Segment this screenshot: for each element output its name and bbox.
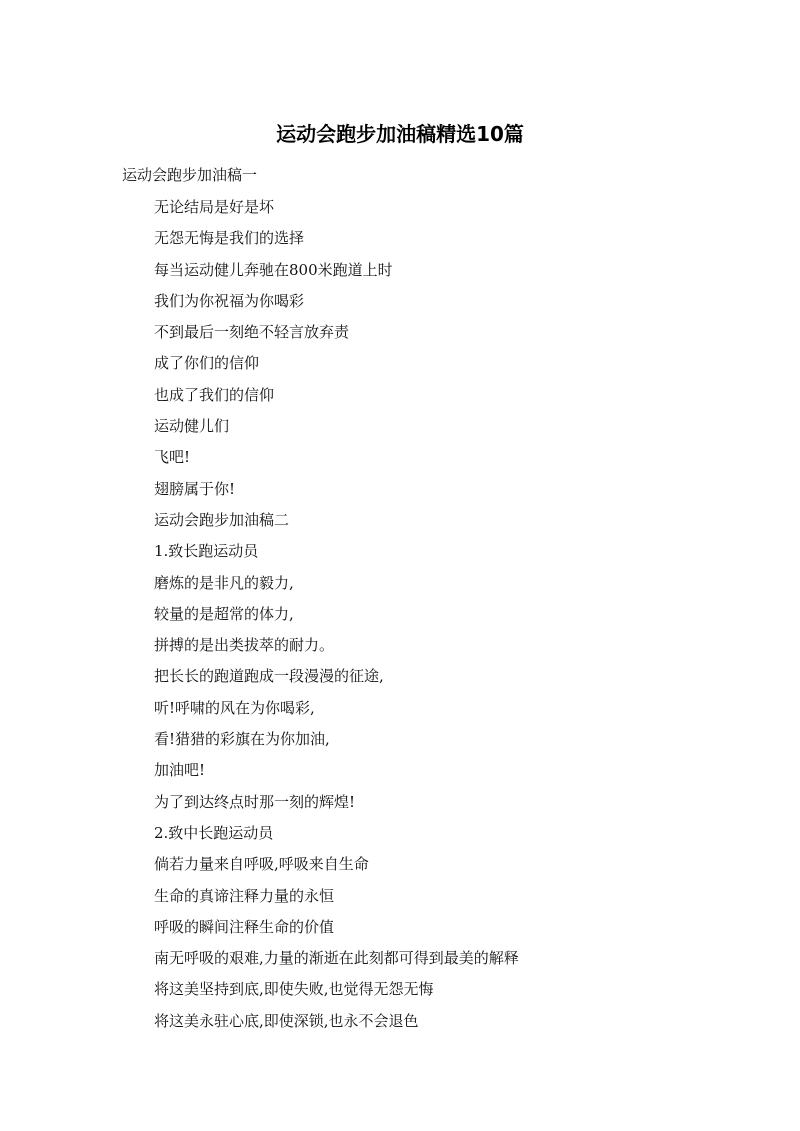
text-line: 我们为你祝福为你喝彩 — [154, 291, 305, 310]
text-line: 呼吸的瞬间注释生命的价值 — [154, 917, 335, 936]
text-line: 飞吧! — [154, 448, 191, 467]
text-line: 无论结局是好是坏 — [154, 198, 275, 216]
text-line: 生命的真谛注释力量的永恒 — [154, 886, 335, 905]
text-line: 把长长的跑道跑成一段漫漫的征途, — [154, 667, 384, 686]
text-line: 翅膀属于你! — [154, 479, 236, 498]
text-line: 将这美永驻心底,即使深锁,也永不会退色 — [154, 1011, 419, 1030]
text-line: 磨炼的是非凡的毅力, — [154, 573, 294, 592]
text-line: 拼搏的是出类拔萃的耐力。 — [154, 636, 335, 655]
text-line: 为了到达终点时那一刻的辉煌! — [154, 792, 356, 811]
text-line: 将这美坚持到底,即使失败,也觉得无怨无悔 — [154, 980, 434, 999]
text-line: 听!呼啸的风在为你喝彩, — [154, 698, 315, 717]
document-title: 运动会跑步加油稿精选10篇 — [276, 122, 524, 146]
text-line: 较量的是超常的体力, — [154, 604, 294, 623]
text-line: 不到最后一刻绝不轻言放弃责 — [154, 323, 350, 342]
text-line: 南无呼吸的艰难,力量的渐逝在此刻都可得到最美的解释 — [154, 949, 519, 968]
document-body — [154, 196, 774, 1041]
text-line: 运动会跑步加油稿二 — [154, 510, 290, 529]
text-line: 每当运动健儿奔驰在800米跑道上时 — [154, 260, 393, 279]
section-heading: 运动会跑步加油稿一 — [122, 166, 258, 184]
text-line: 无怨无悔是我们的选择 — [154, 229, 305, 248]
text-line: 倘若力量来自呼吸,呼吸来自生命 — [154, 855, 369, 874]
text-line: 也成了我们的信仰 — [154, 385, 275, 404]
text-line: 1.致长跑运动员 — [154, 542, 259, 561]
text-line: 看!猎猎的彩旗在为你加油, — [154, 730, 330, 749]
text-line: 2.致中长跑运动员 — [154, 823, 274, 842]
text-line: 加油吧! — [154, 761, 206, 780]
text-line: 运动健儿们 — [154, 417, 230, 436]
text-line: 成了你们的信仰 — [154, 354, 260, 373]
